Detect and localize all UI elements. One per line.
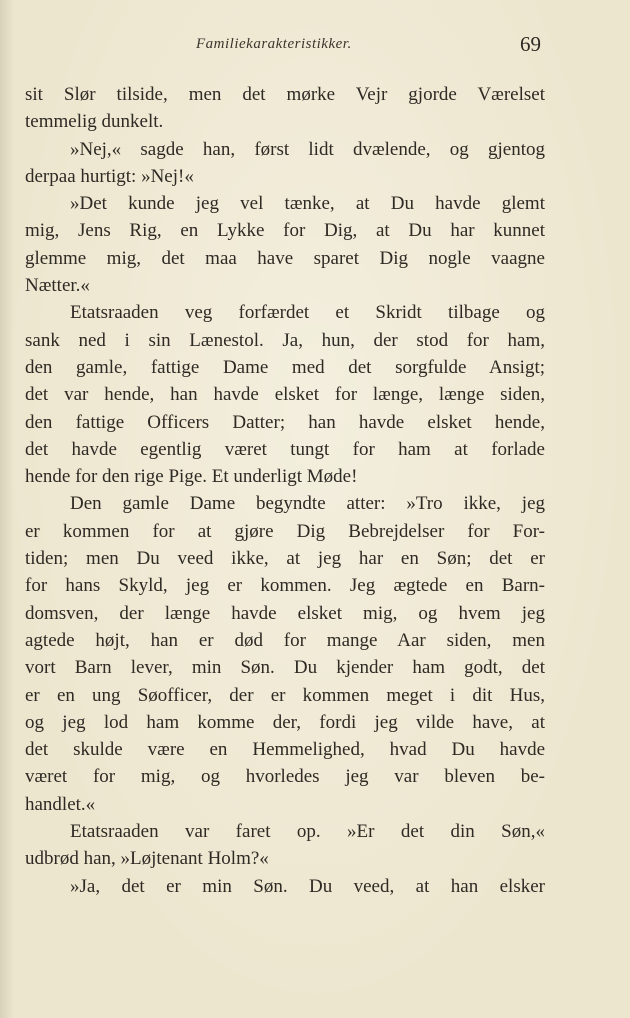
text-line: er en ung Søofficer, der er kommen meget i dit Hus,	[25, 684, 545, 706]
text-line: Etatsraaden veg forfærdet et Skridt tilbage og	[70, 302, 545, 324]
body-text	[25, 81, 545, 900]
text-line: det var hende, han havde elsket for længe, længe siden,	[25, 384, 545, 406]
text-line: været for mig, og hvorledes jeg var bleven be-	[25, 766, 545, 788]
running-title: Familiekarakteristikker.	[196, 36, 352, 52]
text-line: den gamle, fattige Dame med det sorgfulde Ansigt;	[25, 356, 545, 378]
text-line: glemme mig, det maa have sparet Dig nogle vaagne	[25, 247, 545, 269]
text-line: sank ned i sin Lænestol. Ja, hun, der stod for ham,	[25, 329, 545, 351]
text-line: udbrød han, »Løjtenant Holm?«	[25, 848, 269, 870]
running-head	[0, 30, 630, 60]
text-line: vort Barn lever, min Søn. Du kjender ham godt, det	[25, 657, 545, 679]
page-number: 69	[520, 32, 541, 56]
text-line: »Det kunde jeg vel tænke, at Du havde glemt	[70, 193, 545, 215]
text-line: sit Slør tilside, men det mørke Vejr gjorde Værelset	[25, 84, 545, 105]
text-line: agtede højt, han er død for mange Aar siden, men	[25, 629, 545, 651]
text-line: »Nej,« sagde han, først lidt dvælende, og gjentog	[70, 138, 545, 160]
text-line: tiden; men Du veed ikke, at jeg har en Søn; det er	[25, 548, 545, 570]
text-line: mig, Jens Rig, en Lykke for Dig, at Du har kunnet	[25, 220, 545, 242]
text-line: det havde egentlig været tungt for ham at forlade	[25, 438, 545, 460]
text-line: handlet.«	[25, 793, 96, 815]
text-line: er kommen for at gjøre Dig Bebrejdelser for For-	[25, 520, 545, 542]
text-line: »Ja, det er min Søn. Du veed, at han elsker	[70, 875, 545, 897]
text-line: derpaa hurtigt: »Nej!«	[25, 165, 194, 187]
text-line: Etatsraaden var faret op. »Er det din Søn,«	[70, 821, 545, 843]
text-line: Nætter.«	[25, 275, 90, 297]
text-line: det skulde være en Hemmelighed, hvad Du havde	[25, 739, 545, 761]
text-line: den fattige Officers Datter; han havde elsket hende,	[25, 411, 545, 433]
text-line: og jeg lod ham komme der, fordi jeg vilde have, at	[25, 711, 545, 733]
text-line: domsven, der længe havde elsket mig, og hvem jeg	[25, 602, 545, 624]
text-line: Den gamle Dame begyndte atter: »Tro ikke, jeg	[70, 493, 545, 515]
text-line: for hans Skyld, jeg er kommen. Jeg ægtede en Barn-	[25, 575, 545, 597]
text-line: temmelig dunkelt.	[25, 111, 164, 133]
text-line: hende for den rige Pige. Et underligt Møde!	[25, 466, 358, 488]
